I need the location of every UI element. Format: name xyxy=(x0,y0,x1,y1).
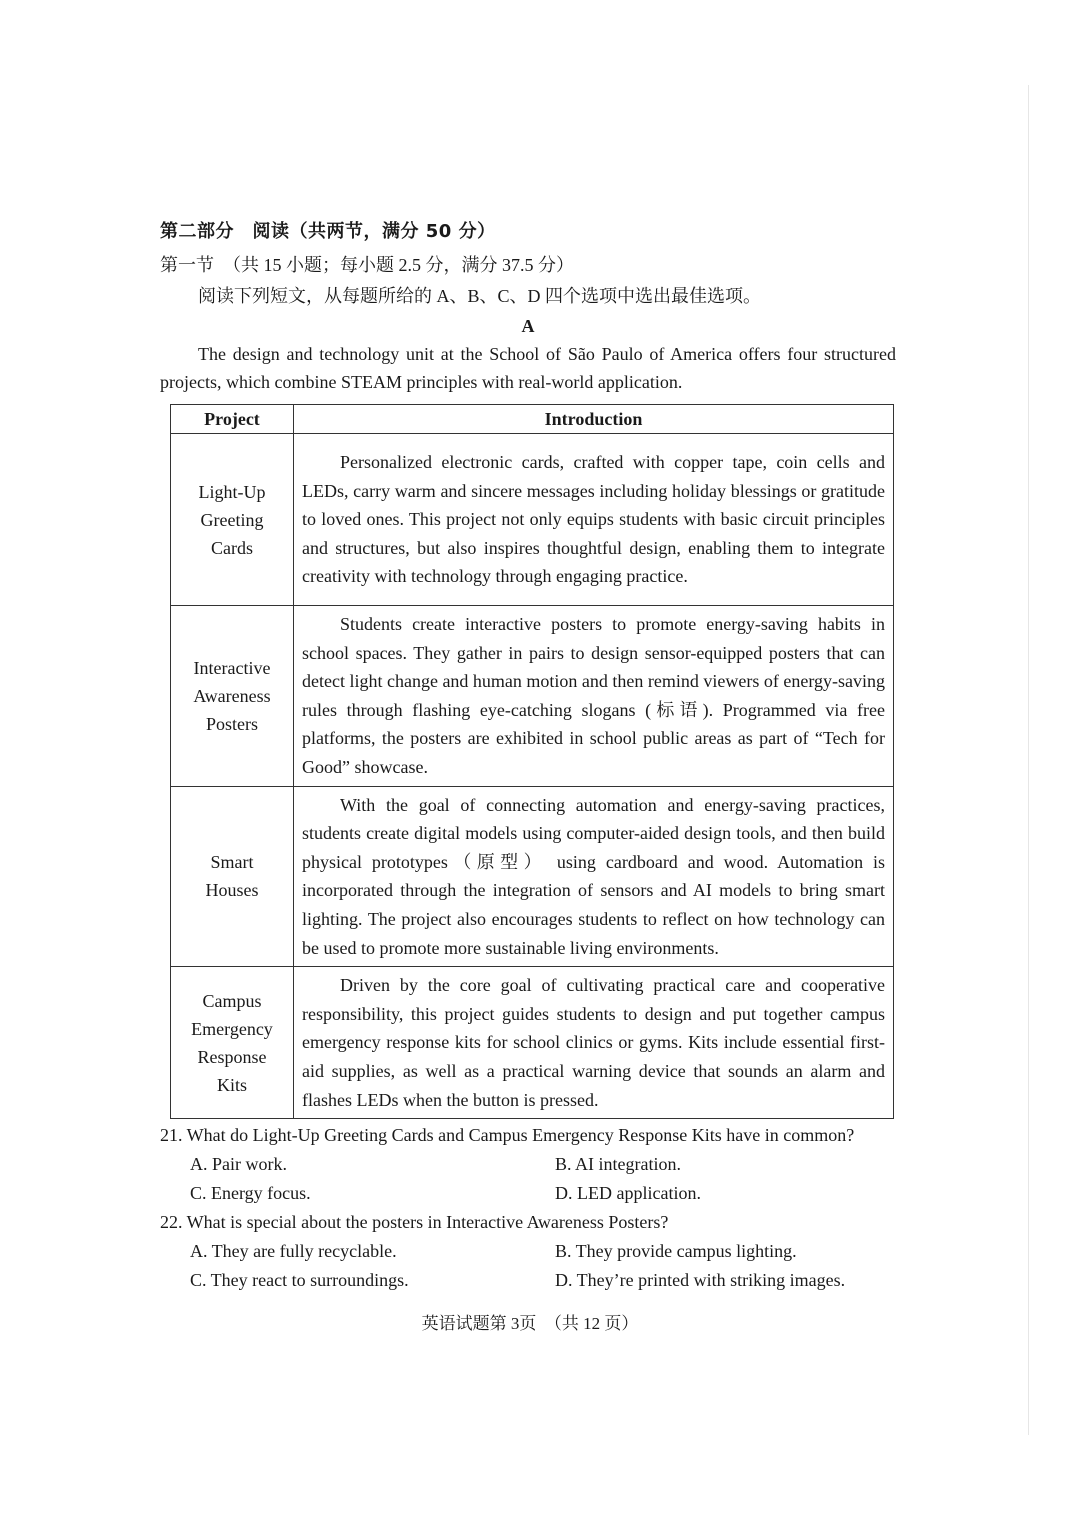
project-name-line: Houses xyxy=(205,880,259,901)
project-name-line: Cards xyxy=(211,537,253,558)
project-name-line: Smart xyxy=(210,852,254,873)
option: D. LED application. xyxy=(555,1183,701,1203)
option: A. Pair work. xyxy=(190,1154,287,1174)
exam-page-body xyxy=(160,214,896,396)
project-name-line: Emergency xyxy=(191,1018,273,1039)
section-title: 第二部分 阅读（共两节，满分 50 分） xyxy=(160,221,496,242)
project-name-cell xyxy=(171,606,294,787)
question-options xyxy=(160,1237,920,1295)
page-edge-line xyxy=(1028,85,1029,1435)
project-name-line: Kits xyxy=(216,1074,247,1095)
sub-section-title: 第一节 （共 15 小题；每小题 2.5 分，满分 37.5 分） xyxy=(160,255,574,275)
project-name-cell xyxy=(171,786,294,967)
option: B. AI integration. xyxy=(555,1154,681,1174)
page-footer: 英语试题第 3页 （共 12 页） xyxy=(421,1314,639,1333)
project-name-line: Campus xyxy=(202,990,262,1011)
table-row xyxy=(171,606,894,787)
project-name-line: Greeting xyxy=(200,509,264,530)
project-name-line: Interactive xyxy=(193,657,271,678)
option: B. They provide campus lighting. xyxy=(555,1241,797,1261)
table-header-row xyxy=(171,405,894,434)
question-options xyxy=(160,1150,920,1208)
instruction-text: 阅读下列短文，从每题所给的 A、B、C、D 四个选项中选出最佳选项。 xyxy=(198,286,762,306)
project-intro-cell: Personalized electronic cards, crafted with copper tape, coin cells and LEDs, carry warm and sincere messages including holiday blessings or gratitude to loved ones. This project not only equips students with basic circuit principles and structures, but also inspires thoughtful design, enabling them to integrate creativity with technology through engaging practice. xyxy=(294,434,894,606)
table-row xyxy=(171,967,894,1119)
project-name-line: Light-Up xyxy=(198,481,266,502)
option: D. They’re printed with striking images. xyxy=(555,1270,846,1290)
table-row xyxy=(171,786,894,967)
project-name-cell xyxy=(171,434,294,606)
project-name-line: Awareness xyxy=(193,685,271,706)
projects-table xyxy=(170,404,894,1119)
header-introduction: Introduction xyxy=(294,405,894,434)
project-intro-cell: Students create interactive posters to promote energy-saving habits in school spaces. They gather in pairs to design sensor-equipped posters that can detect light change and human motion and then remind viewers of energy-saving rules through flashing eye-catching slogans (标语). Programmed via free platforms, the posters are exhibited in school public areas as part of “Tech for Good” showcase. xyxy=(294,606,894,787)
table-row xyxy=(171,434,894,606)
project-name-line: Response xyxy=(197,1046,267,1067)
header-project: Project xyxy=(171,405,294,434)
option: C. They react to surroundings. xyxy=(190,1270,409,1290)
project-name-line: Posters xyxy=(205,713,258,734)
questions-block xyxy=(160,1121,920,1295)
passage-letter: A xyxy=(521,316,535,336)
project-intro-cell: With the goal of connecting automation and energy-saving practices, students create digital models using computer-aided design tools, and then build physical prototypes（原型） using cardboard and wood. Automation is incorporated through the integration of sensors and AI models to bring smart lighting. The project also encourages students to reflect on how technology can be used to promote more sustainable living environments. xyxy=(294,786,894,967)
passage-intro: The design and technology unit at the School of São Paulo of America offers four structured projects, which combine STEAM principles with real-world application. xyxy=(160,344,896,392)
project-intro-cell: Driven by the core goal of cultivating practical care and cooperative responsibility, this project guides students to design and put together campus emergency response kits for school clinics or gyms. Kits include essential first-aid supplies, as well as a practical warning device that sounds an alarm and flashes LEDs when the button is pressed. xyxy=(294,967,894,1119)
question-stem: 22. What is special about the posters in Interactive Awareness Posters? xyxy=(160,1212,669,1232)
option: C. Energy focus. xyxy=(190,1183,311,1203)
project-name-cell xyxy=(171,967,294,1119)
option: A. They are fully recyclable. xyxy=(190,1241,397,1261)
question-stem: 21. What do Light-Up Greeting Cards and Campus Emergency Response Kits have in common? xyxy=(160,1125,855,1145)
